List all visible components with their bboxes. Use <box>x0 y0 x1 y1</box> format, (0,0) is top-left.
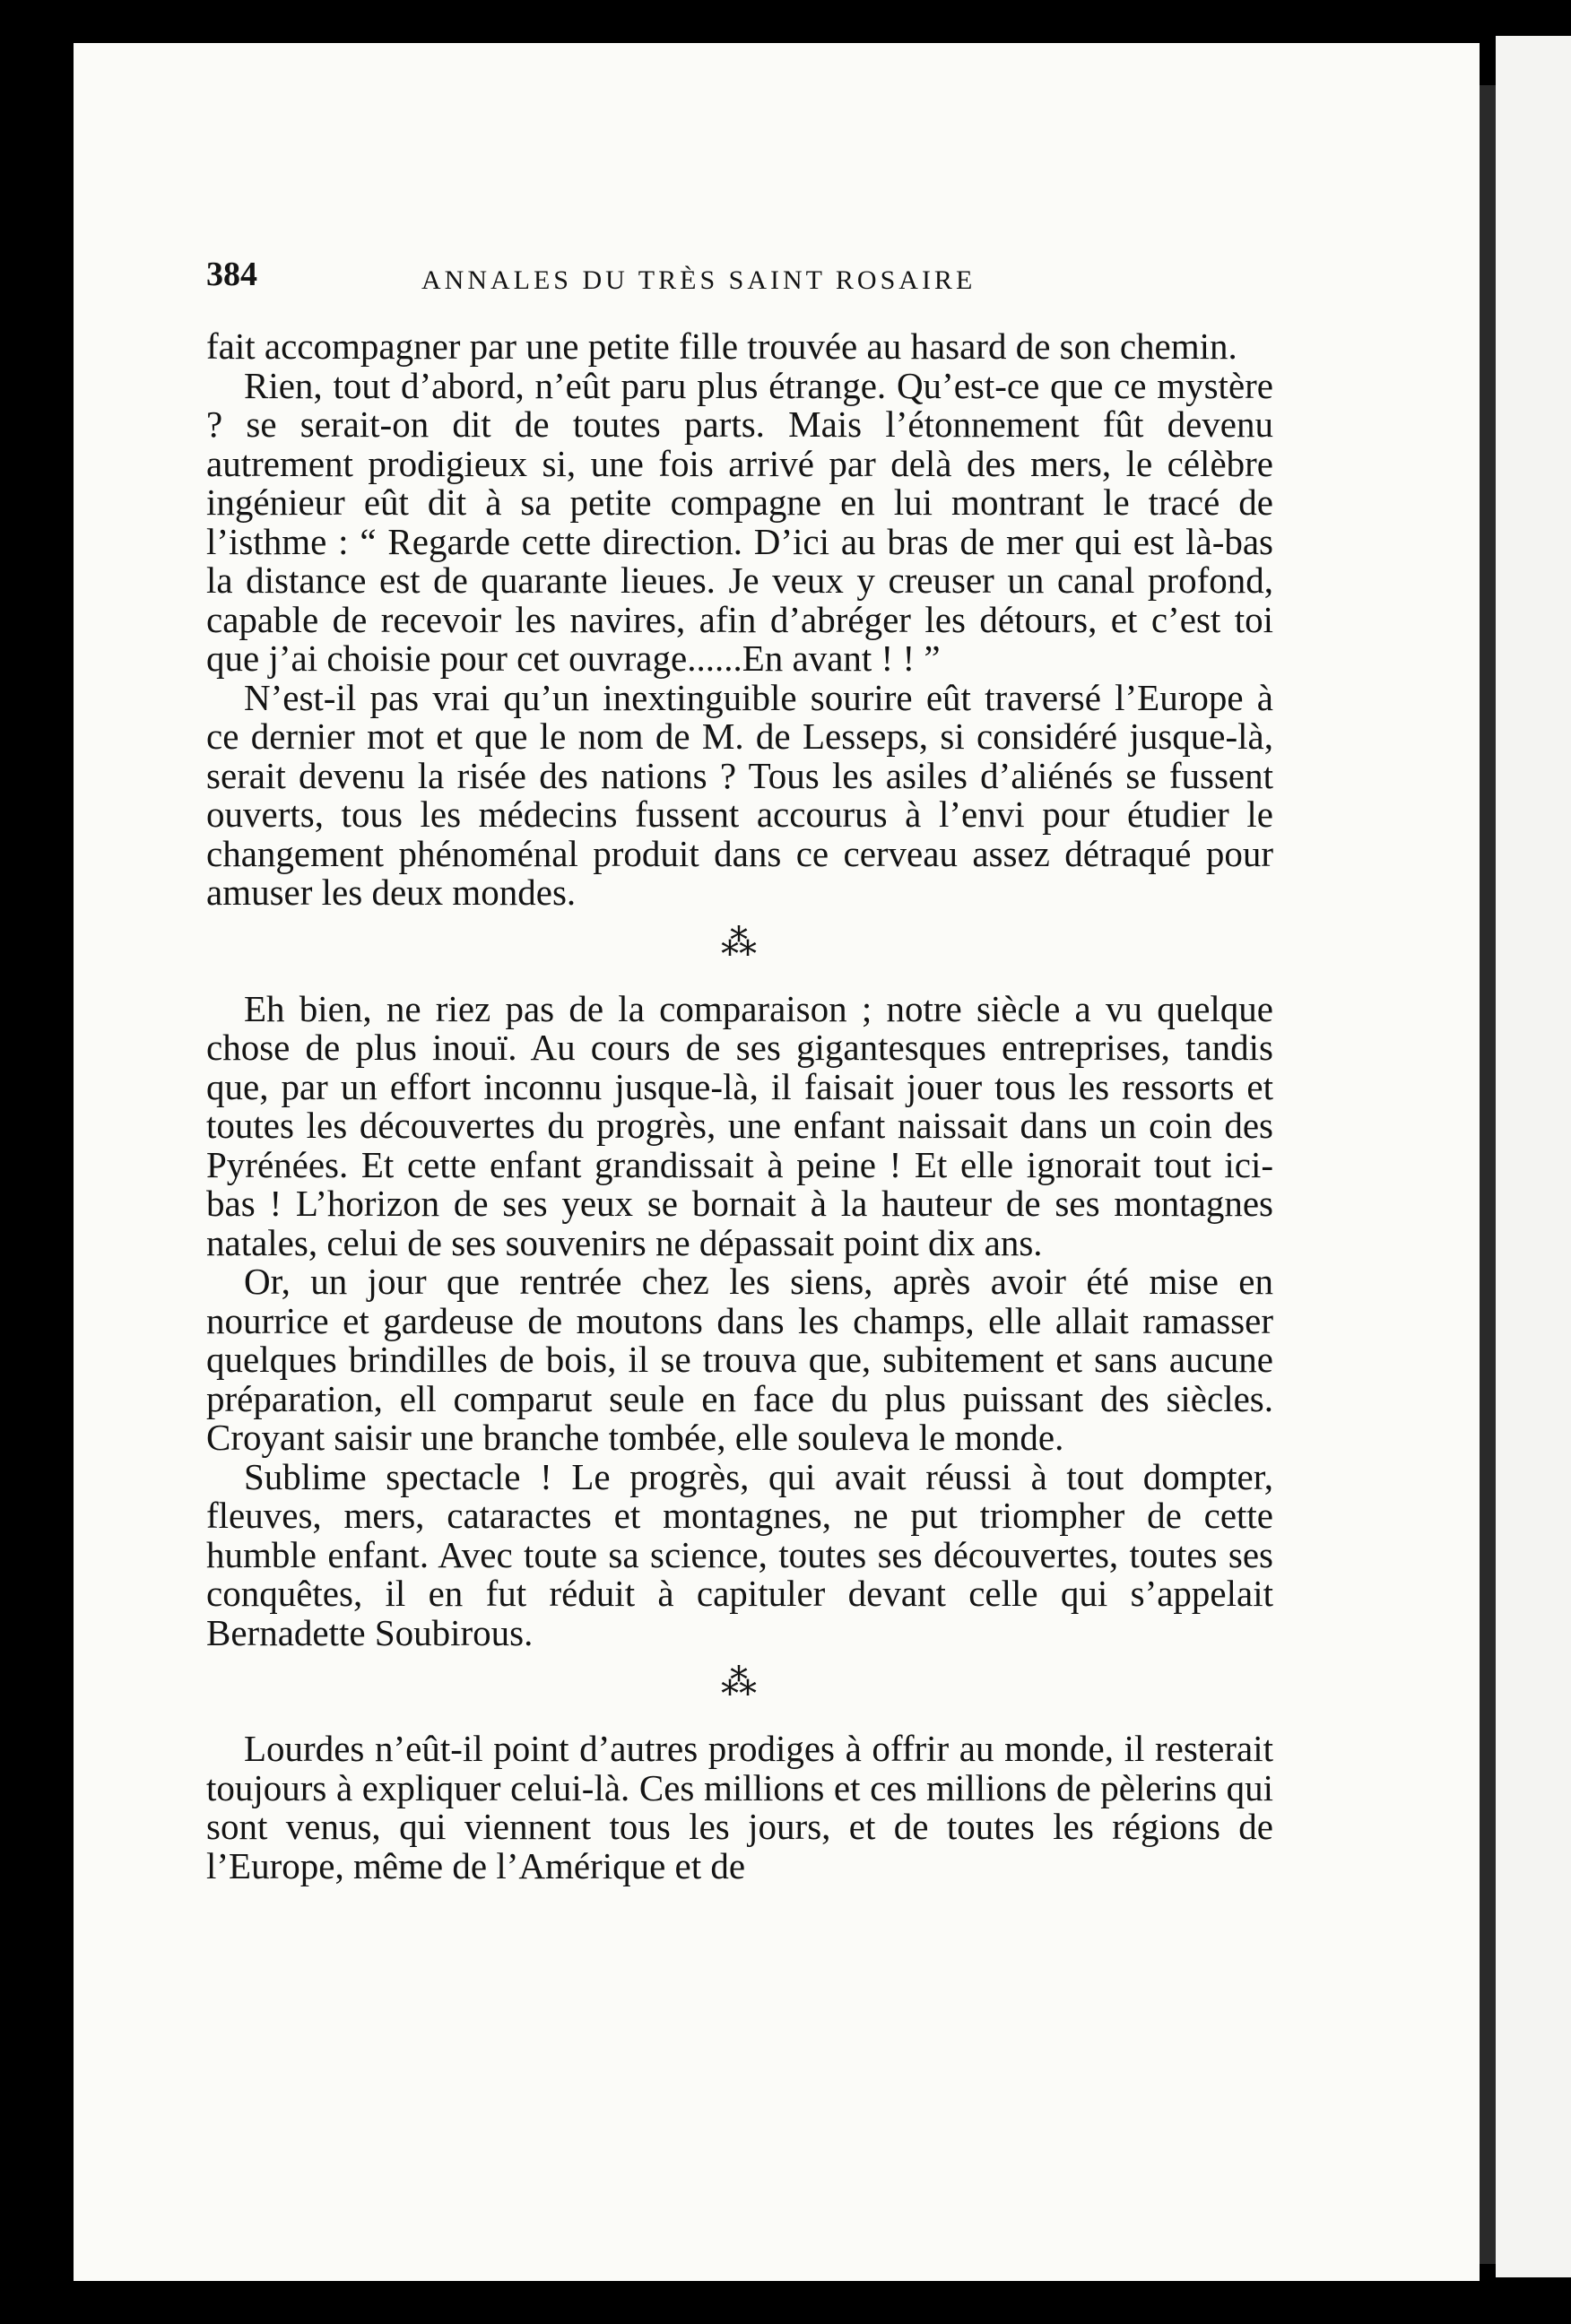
paragraph-5: Or, un jour que rentrée chez les siens, après avoir été mise en nourrice et gardeuse de moutons dans les champs, elle allait ramasser quelques brindilles de bois, il se trouva que, subitement et sans aucune préparation, ell comparut seule en face du plus puissant des siècles. Croyant saisir une branche tombée, elle souleva le monde. <box>206 1261 1273 1458</box>
page-content <box>206 256 1273 1886</box>
paragraph-7: Lourdes n’eût-il point d’autres prodiges à offrir au monde, il resterait toujours à expliquer celui-là. Ces millions et ces millions de pèlerins qui sont venus, qui viennent tous les jours, et de toutes les régions de l’Europe, même de l’Amérique et de <box>206 1728 1273 1886</box>
section-separator-2: ⁂ <box>721 1662 759 1703</box>
facing-page-strip <box>1496 36 1571 2277</box>
section-separator-1: ⁂ <box>721 922 759 963</box>
paragraph-4: Eh bien, ne riez pas de la comparaison ; notre siècle a vu quelque chose de plus inouï. Au cours de ses gigantesques entreprises, tandis que, par un effort inconnu jusque-là, il faisait jouer tous les ressorts et toutes les découvertes du progrès, une enfant naissait dans un coin des Pyrénées. Et cette enfant grandissait à peine ! Et elle ignorait tout ici-bas ! L’horizon de ses yeux se bornait à la hauteur de ses montagnes natales, celui de ses souvenirs ne dépassait point dix ans. <box>206 987 1273 1263</box>
paragraph-1: fait accompagner par une petite fille trouvée au hasard de son chemin. <box>206 325 1237 367</box>
page-header <box>206 256 1273 309</box>
paragraph-2: Rien, tout d’abord, n’eût paru plus étrange. Qu’est-ce que ce mystère ? se serait-on dit de toutes parts. Mais l’étonnement fût devenu autrement prodigieux si, une fois arrivé par delà des mers, le célèbre ingénieur eût dit à sa petite compagne en lui montrant le tracé de l’isthme : “ Regarde cette direction. D’ici au bras de mer qui est là-bas la distance est de quarante lieues. Je veux y creuser un canal profond, capable de recevoir les navires, afin d’abréger les détours, et c’est toi que j’ai choisie pour cet ouvrage......En avant ! ! ” <box>206 364 1273 679</box>
paragraph-6: Sublime spectacle ! Le progrès, qui avait réussi à tout dompter, fleuves, mers, cataractes et montagnes, ne put triompher de cette humble enfant. Avec toute sa science, toutes ses découvertes, toutes ses conquêtes, il en fut réduit à capituler devant celle qui s’appelait Bernadette Soubirous. <box>206 1455 1273 1653</box>
facing-page-edge <box>1480 85 1496 2264</box>
running-head: ANNALES DU TRÈS SAINT ROSAIRE <box>421 265 976 295</box>
paragraph-3: N’est-il pas vrai qu’un inextinguible sourire eût traversé l’Europe à ce dernier mot et que le nom de M. de Lesseps, si considéré jusque-là, serait devenu la risée des nations ? Tous les asiles d’aliénés se fussent ouverts, tous les médecins fussent accourus à l’envi pour étudier le changement phénoménal produit dans ce cerveau assez détraqué pour amuser les deux mondes. <box>206 676 1273 913</box>
page-number: 384 <box>206 256 257 293</box>
